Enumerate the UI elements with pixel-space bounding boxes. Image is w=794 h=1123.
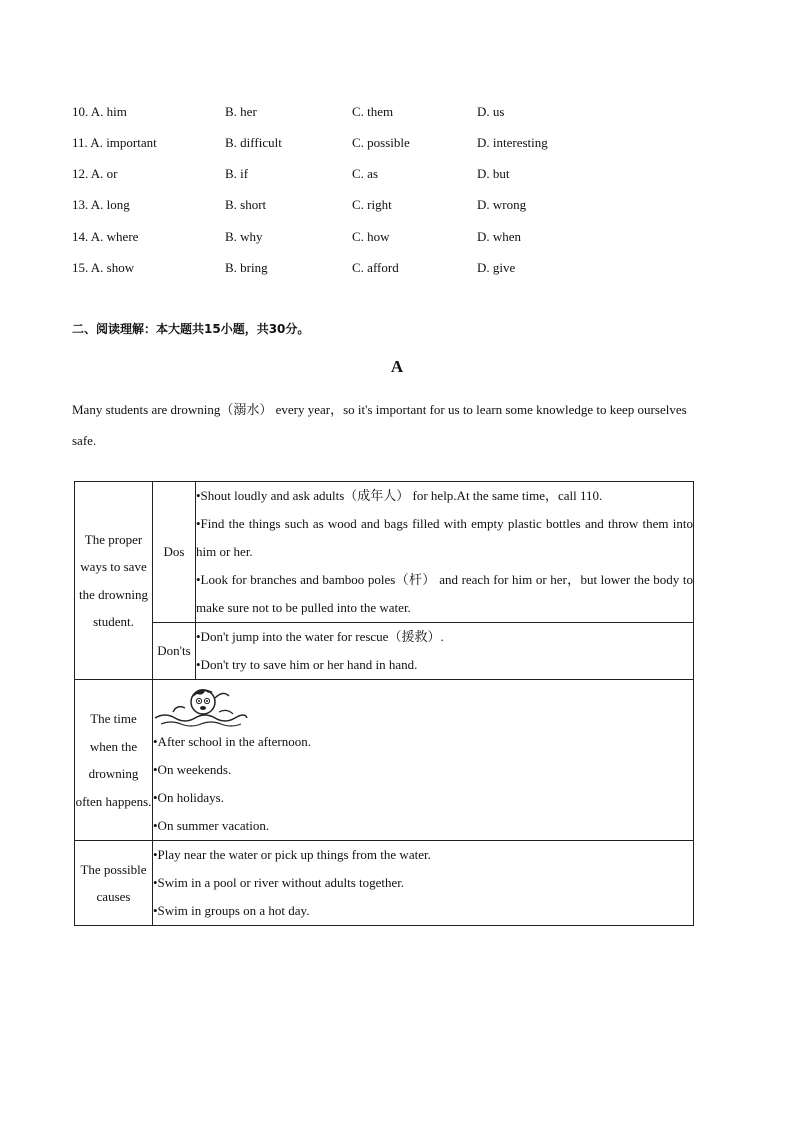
list-item: •Swim in a pool or river without adults together. [153, 875, 405, 890]
option-c: C. right [352, 197, 392, 212]
list-item: •Don't jump into the water for rescue（援救）. [196, 629, 444, 644]
option-c: C. as [352, 166, 378, 181]
option-c: C. possible [352, 135, 410, 150]
option-d: D. us [477, 104, 505, 119]
table-row [75, 482, 694, 623]
list-item: •Shout loudly and ask adults（成年人） for help.At the same time，call 110. [196, 488, 603, 503]
list-item: •After school in the afternoon. [153, 734, 311, 749]
option-d: D. when [477, 229, 522, 244]
option-a: 11. A. important [72, 135, 157, 150]
donts-label: Don'ts [153, 623, 196, 680]
causes-header: The possible causes [75, 841, 153, 926]
list-item: •Swim in groups on a hot day. [153, 903, 310, 918]
option-d: D. give [477, 260, 516, 275]
option-b: B. why [225, 229, 263, 244]
table-row [75, 680, 694, 841]
option-d: D. but [477, 166, 510, 181]
option-b: B. if [225, 166, 249, 181]
times-cell [153, 680, 694, 841]
option-b: B. bring [225, 260, 268, 275]
list-item: •On weekends. [153, 762, 232, 777]
section-title: 二、阅读理解：本大题共15小题，共30分。 [72, 322, 310, 336]
option-d: D. wrong [477, 197, 527, 212]
option-c: C. them [352, 104, 394, 119]
passage-label: A [390, 357, 404, 376]
dos-cell [196, 482, 694, 623]
dos-label: Dos [153, 482, 196, 623]
option-d: D. interesting [477, 135, 548, 150]
causes-cell [153, 841, 694, 926]
ways-header: The proper ways to save the drowning student. [75, 482, 153, 680]
option-a: 13. A. long [72, 197, 130, 212]
donts-cell [196, 623, 694, 680]
option-a: 10. A. him [72, 104, 127, 119]
option-a: 12. A. or [72, 166, 118, 181]
drowning-swimmer-illustration [153, 682, 249, 728]
option-b: B. short [225, 197, 267, 212]
option-c: C. afford [352, 260, 399, 275]
list-item: •Play near the water or pick up things from the water. [153, 847, 431, 862]
table-row [75, 841, 694, 926]
option-b: B. her [225, 104, 257, 119]
list-item: •On summer vacation. [153, 818, 270, 833]
list-item: •Look for branches and bamboo poles（杆） and reach for him or her，but lower the body to make sure not to be pulled into the water. [196, 572, 693, 615]
list-item: •On holidays. [153, 790, 224, 805]
option-c: C. how [352, 229, 390, 244]
option-a: 14. A. where [72, 229, 139, 244]
option-b: B. difficult [225, 135, 282, 150]
option-a: 15. A. show [72, 260, 135, 275]
info-table [74, 481, 694, 926]
list-item: •Don't try to save him or her hand in hand. [196, 657, 418, 672]
table-row [75, 623, 694, 680]
passage-intro: Many students are drowning（溺水） every year，so it's important for us to learn some knowledge to keep ourselves safe. [72, 402, 687, 448]
list-item: •Find the things such as wood and bags filled with empty plastic bottles and throw them into him or her. [196, 516, 693, 559]
time-header: The time when the drowning often happens. [75, 680, 153, 841]
